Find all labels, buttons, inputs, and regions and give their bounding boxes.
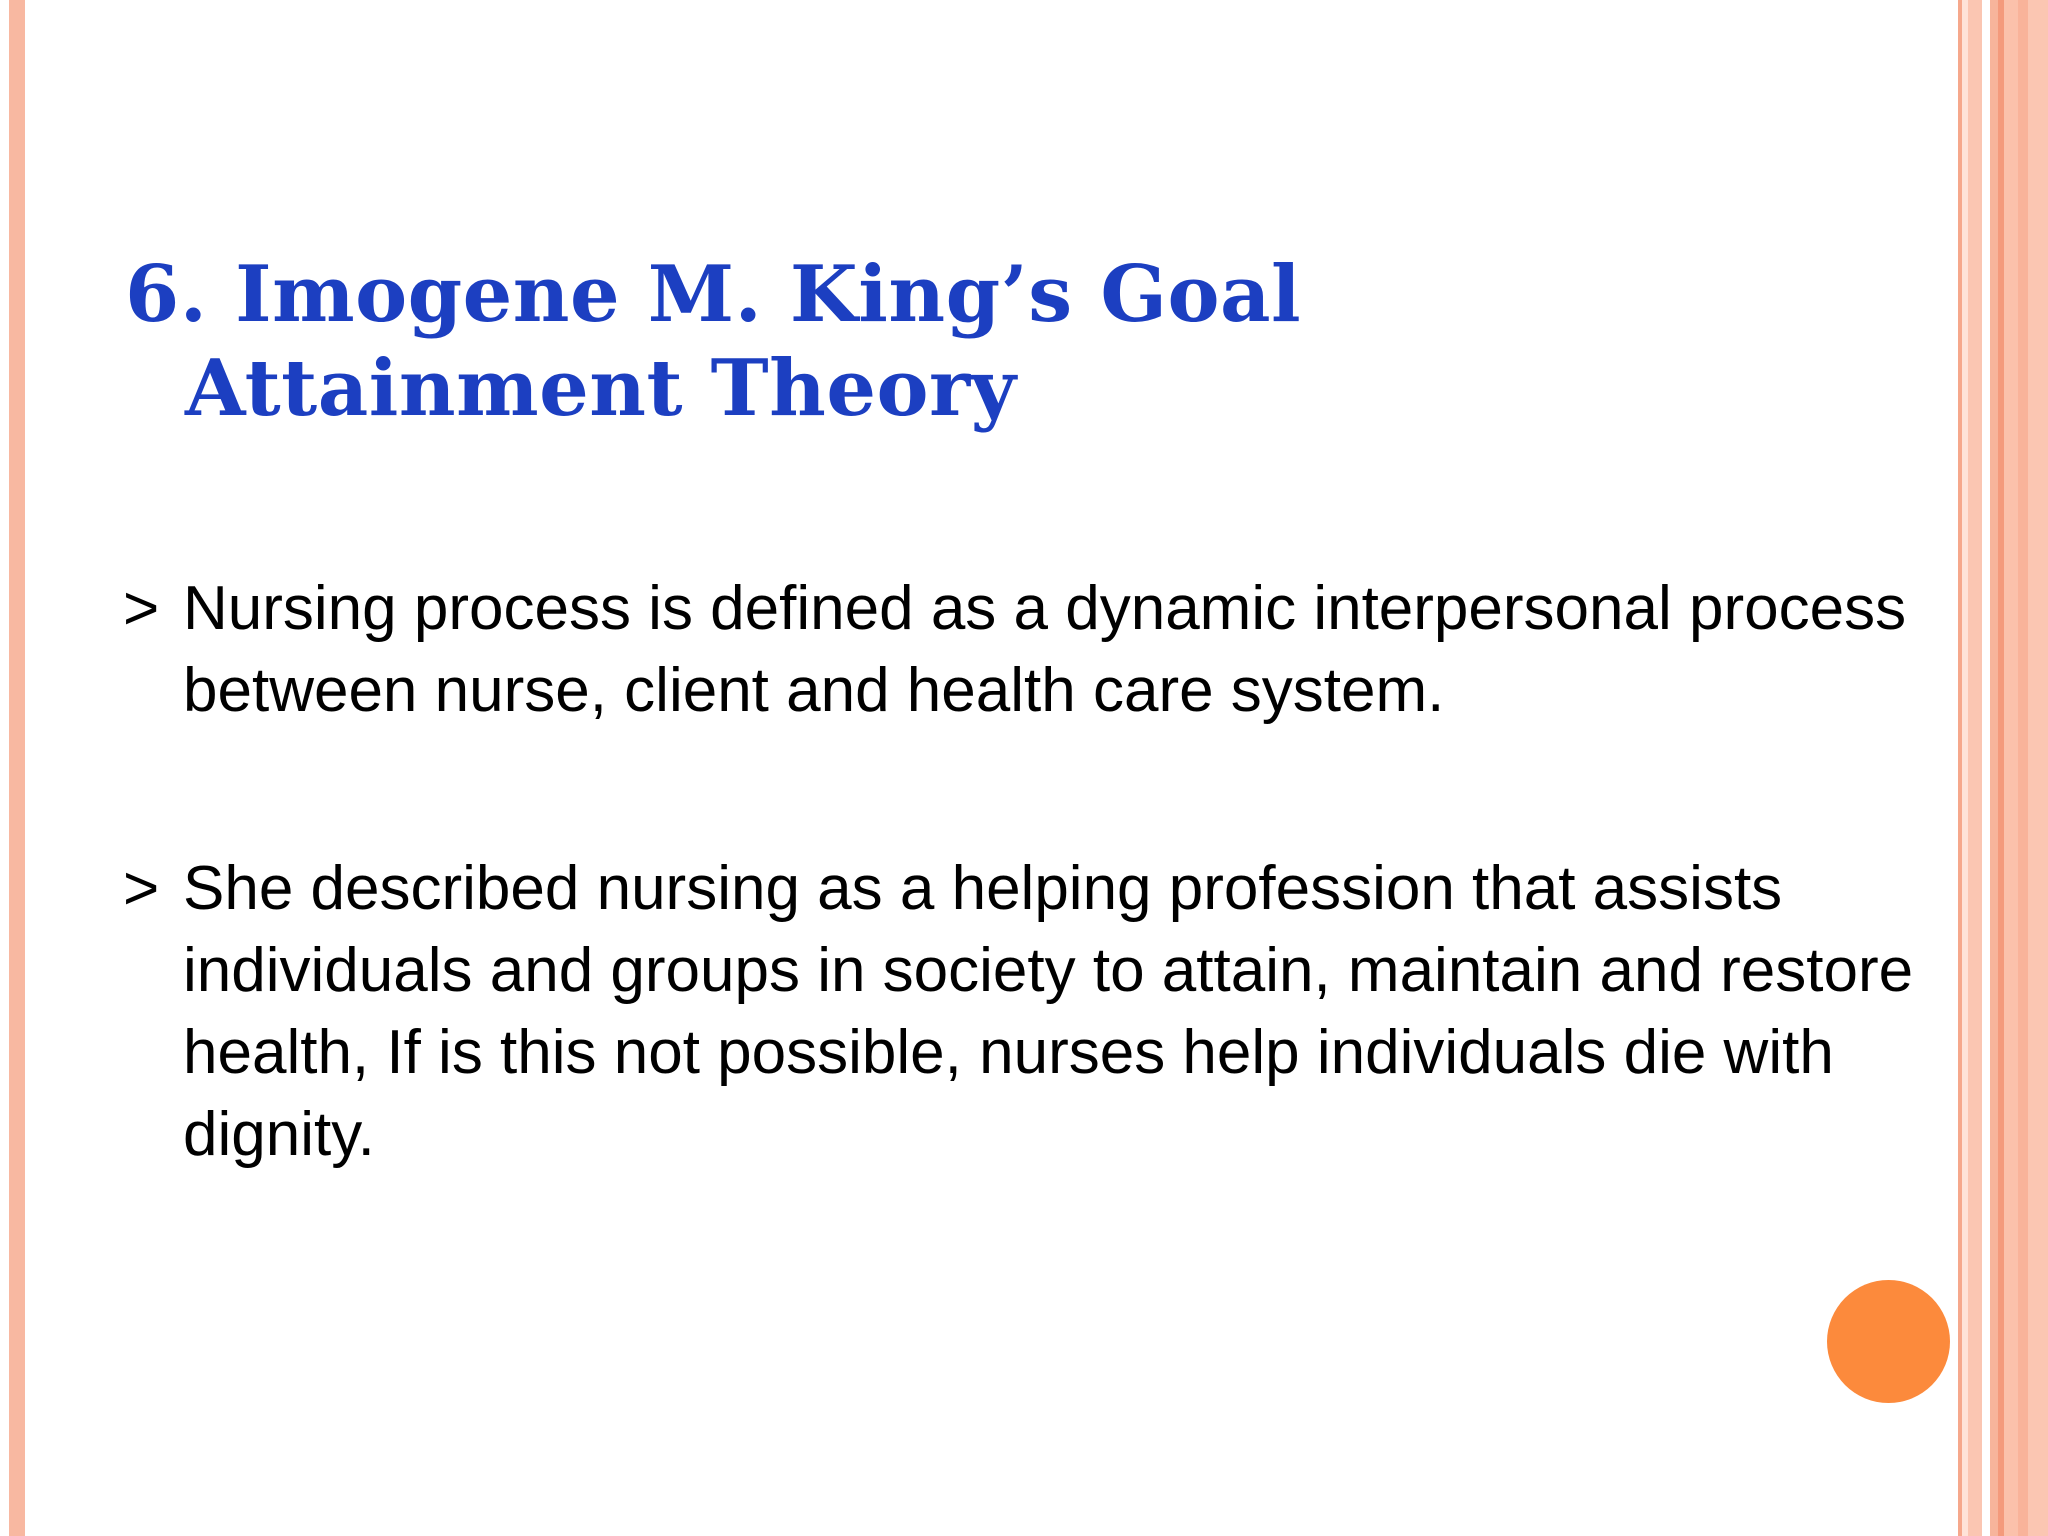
bullet-marker: > bbox=[123, 574, 160, 643]
bullet-item bbox=[123, 848, 1943, 1176]
right-border-stripe bbox=[2028, 0, 2048, 1536]
slide-title: 6. Imogene M. King’s Goal Attainment Theory bbox=[125, 249, 1302, 434]
right-border-stripe bbox=[1990, 0, 1998, 1536]
left-border-stripe bbox=[9, 0, 25, 1536]
decorative-orange-dot bbox=[1827, 1280, 1950, 1403]
right-border-stripe bbox=[1982, 0, 1990, 1536]
bullet-text: Nursing process is defined as a dynamic interpersonal process between nurse, client and health care system. bbox=[183, 574, 1907, 725]
bullet-text: She described nursing as a helping profession that assists individuals and groups in society to attain, maintain and restore health, If is this not possible, nurses help individuals die with dignity. bbox=[183, 854, 1914, 1169]
bullet-item bbox=[123, 568, 1943, 732]
right-border-stripe bbox=[1968, 0, 1982, 1536]
bullet-marker: > bbox=[123, 854, 160, 923]
right-border-stripe bbox=[2004, 0, 2018, 1536]
right-border-stripe bbox=[2018, 0, 2028, 1536]
